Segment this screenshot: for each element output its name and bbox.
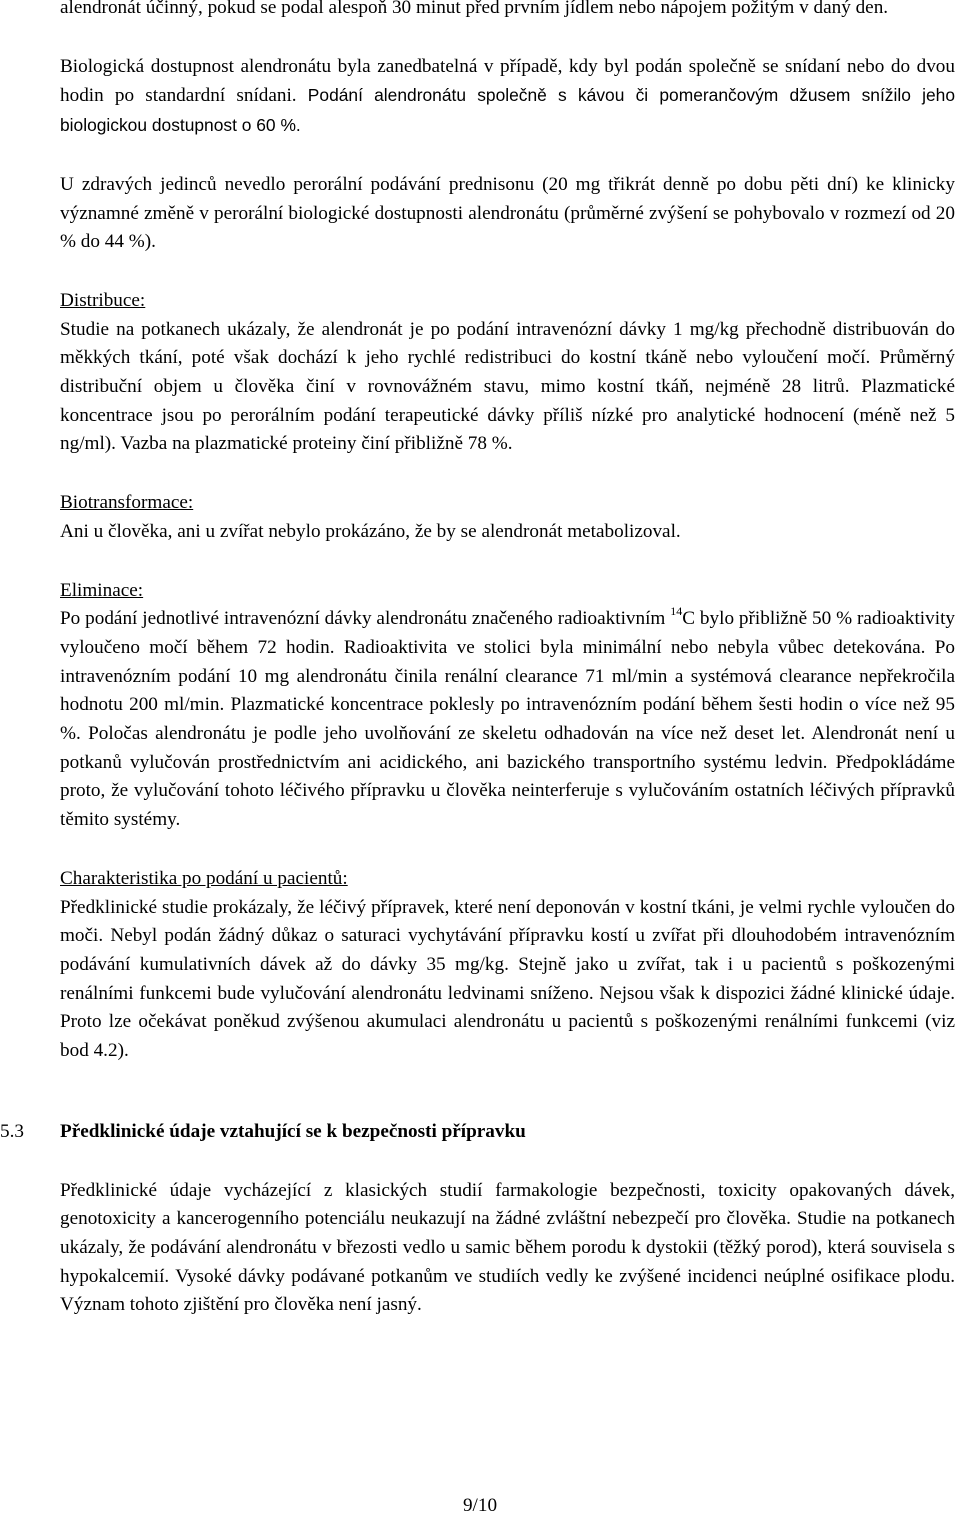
distribution-heading-label: Distribuce: — [60, 289, 146, 311]
biotransformation-heading-label: Biotransformace: — [60, 492, 194, 514]
biotransformation-text: Ani u člověka, ani u zvířat nebylo prokázáno, že by se alendronát metabolizoval. — [60, 520, 681, 542]
section-title: Předklinické údaje vztahující se k bezpečnosti přípravku — [60, 1120, 526, 1142]
paragraph-prednisone: U zdravých jedinců nevedlo perorální podávání prednisonu (20 mg třikrát denně po dobu pěti dní) ke klinicky významné změně v perorální biologické dostupnosti alendronátu (průměrné zvýšení se pohybovalo v rozmezí od 20 % do 44 %). — [60, 173, 955, 253]
patients-heading — [60, 865, 955, 894]
section-heading-5-3 — [0, 1118, 955, 1147]
biotransformation-heading — [60, 489, 955, 518]
section-number: 5.3 — [0, 1120, 24, 1142]
distribution-text: Studie na potkanech ukázaly, že alendronát je po podání intravenózní dávky 1 mg/kg přechodně distribuován do měkkých tkání, poté však dochází k jeho rychlé redistribuci do kostní tkáně nebo vyloučení močí. Průměrný distribuční objem u člověka činí v rovnovážném stavu, mimo kostní tkáň, nejméně 28 litrů. Plazmatické koncentrace jsou po perorálním podání terapeutické dávky příliš nízké pro analytické hodnocení (méně než 5 ng/ml). Vazba na plazmatické proteiny činí přibližně 78 %. — [60, 318, 955, 455]
page-number: 9/10 — [462, 1495, 498, 1516]
distribution-heading — [60, 287, 955, 316]
section-5-3-text: Předklinické údaje vycházející z klasických studií farmakologie bezpečnosti, toxicity opakovaných dávek, genotoxicity a kancerogenního potenciálu neukazují na žádné zvláštní nebezpečí pro člověka. Studie na potkanech ukázaly, že podávání alendronátu v březosti vedlo u samic během porodu k dystokii (těžký porod), která souvisela s hypokalcemií. Vysoké dávky podávané potkanům ve studiích vedly ke zvýšené incidenci neúplné osifikace plodu. Význam tohoto zjištění pro člověka není jasný. — [60, 1179, 955, 1316]
bioavailability-sentence-1: Biologická dostupnost alendronátu byla zanedbatelná v případě, kdy byl podán společně se snídaní nebo do dvou hodin po standardní snídani. — [60, 55, 955, 107]
elimination-text-start: Po podání jednotlivé intravenózní dávky alendronátu značeného radioaktivním — [60, 608, 666, 630]
bioavailability-sentence-2: Podání alendronátu společně s kávou či pomerančovým džusem snížilo jeho biologickou dostupnost o 60 %. — [60, 85, 955, 136]
patients-heading-label: Charakteristika po podání u pacientů: — [60, 867, 348, 889]
patients-text: Předklinické studie prokázaly, že léčivý přípravek, které není deponován v kostní tkáni, je velmi rychle vyloučen do moči. Nebyl podán žádný důkaz o saturaci vychytávání přípravku kostí u zvířat při dlouhodobém intravenózním podávání kumulativních dávek až do dávky 35 mg/kg. Stejně jako u zvířat, tak i u pacientů s poškozenými renálními funkcemi bude vylučování alendronátu ledvinami sníženo. Nejsou však k dispozici žádné klinické údaje. Proto lze očekávat poněkud zvýšenou akumulaci alendronátu u pacientů s poškozenými renálními funkcemi (viz bod 4.2). — [60, 896, 955, 1062]
paragraph-top-fragment: alendronát účinný, pokud se podal alespoň 30 minut před prvním jídlem nebo nápojem požitým v daný den. — [60, 0, 889, 18]
isotope-superscript: 14 — [670, 604, 683, 619]
elimination-heading-label: Eliminace: — [60, 579, 144, 601]
elimination-heading — [60, 577, 955, 606]
paragraph-bioavailability — [60, 53, 955, 141]
elimination-text — [60, 605, 955, 835]
elimination-text-rest: C bylo přibližně 50 % radioaktivity vyloučeno močí během 72 hodin. Radioaktivita ve stolici byla minimální nebo nebyla vůbec detekována. Po intravenózním podání 10 mg alendronátu činila renální clearance 71 ml/min a systémová clearance nepřekročila hodnotu 200 ml/min. Plazmatické koncentrace poklesly po intravenózním podání během šesti hodin o více než 95 %. Poločas alendronátu je podle jeho uvolňování ze skeletu odhadován na více než deset let. Alendronát není u potkanů vylučován prostřednictvím ani acidického, ani bazického transportního systému ledvin. Předpokládáme proto, že vylučování tohoto léčivého přípravku u člověka neinterferuje s vylučováním ostatních léčivých přípravků těmito systémy. — [60, 608, 955, 831]
